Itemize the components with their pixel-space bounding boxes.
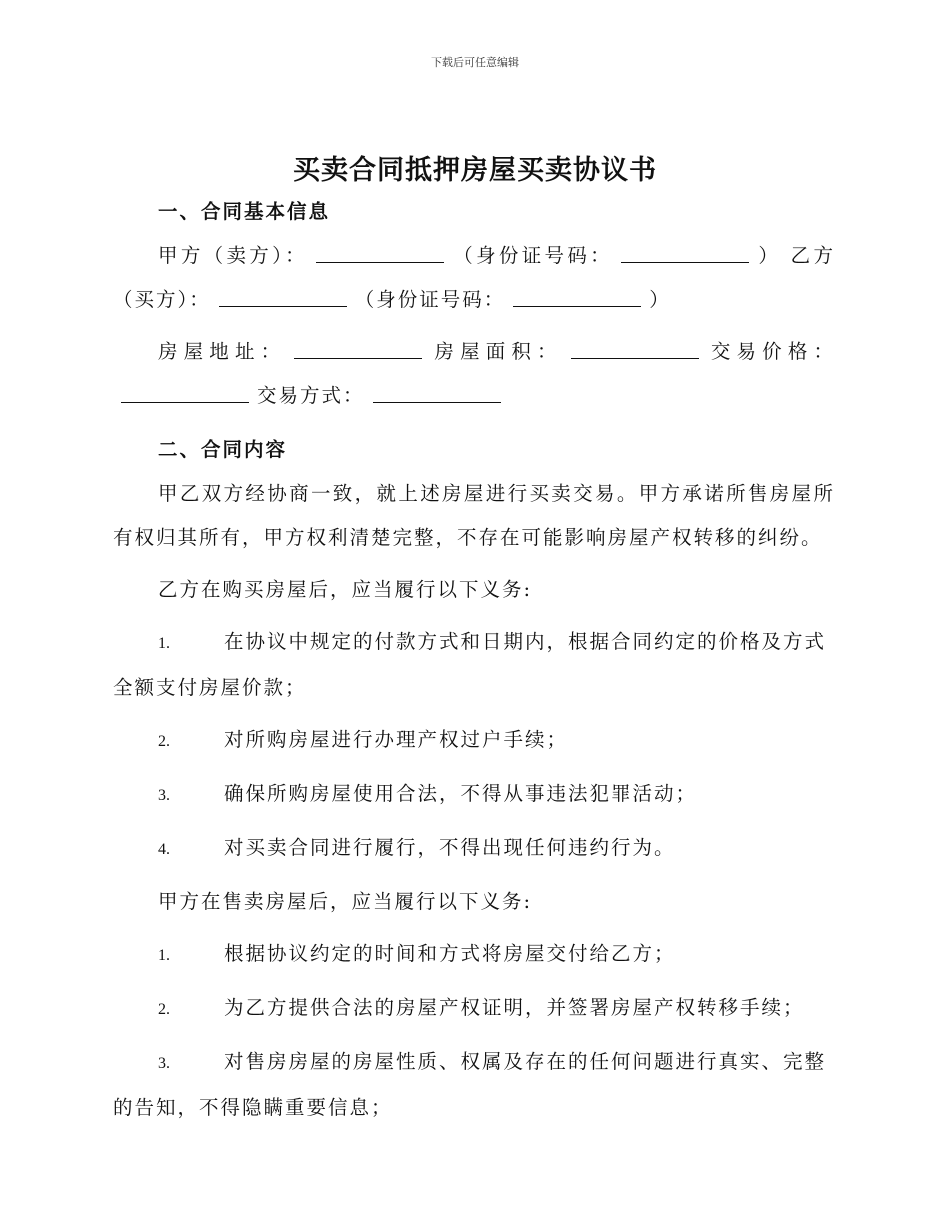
list-number: 3. <box>158 1055 170 1072</box>
id-b-blank[interactable] <box>513 305 641 307</box>
list-item <box>113 826 835 872</box>
address-blank[interactable] <box>294 357 422 359</box>
list-item <box>113 932 835 978</box>
buyer-duties-intro: 乙方在购买房屋后，应当履行以下义务: <box>158 578 533 601</box>
list-item <box>113 718 835 764</box>
list-item <box>113 772 835 818</box>
list-text: 为乙方提供合法的房屋产权证明，并签署房屋产权转移手续； <box>224 996 805 1019</box>
list-item <box>113 620 835 710</box>
close-paren-a: ） <box>757 244 782 267</box>
price-blank[interactable] <box>121 401 249 403</box>
document-body <box>113 194 835 1138</box>
party-a-label: 甲方（卖方）： <box>158 244 308 267</box>
party-b-label: 乙方（买方）： <box>113 244 835 311</box>
parties-paragraph <box>113 234 835 322</box>
list-text: 对所购房屋进行办理产权过户手续； <box>224 728 569 751</box>
method-label: 交易方式： <box>257 384 365 407</box>
method-blank[interactable] <box>373 401 501 403</box>
property-paragraph <box>113 330 835 418</box>
list-text: 对售房房屋的房屋性质、权属及存在的任何问题进行真实、完整的告知，不得隐瞒重要信息； <box>113 1050 827 1119</box>
list-number: 1. <box>158 635 170 652</box>
list-number: 4. <box>158 841 170 858</box>
list-text: 根据协议约定的时间和方式将房屋交付给乙方； <box>224 942 676 965</box>
area-label: 房屋面积： <box>430 340 563 363</box>
list-number: 3. <box>158 787 170 804</box>
id-label-a: （身份证号码： <box>451 244 613 267</box>
list-text: 确保所购房屋使用合法，不得从事违法犯罪活动； <box>224 782 698 805</box>
list-text: 对买卖合同进行履行，不得出现任何违约行为。 <box>224 836 676 859</box>
price-label: 交易价格： <box>706 340 835 363</box>
area-blank[interactable] <box>571 357 699 359</box>
list-number: 2. <box>158 733 170 750</box>
list-text: 在协议中规定的付款方式和日期内，根据合同约定的价格及方式全额支付房屋价款； <box>113 630 827 699</box>
id-a-blank[interactable] <box>621 261 749 263</box>
list-number: 2. <box>158 1001 170 1018</box>
seller-duties-intro: 甲方在售卖房屋后，应当履行以下义务: <box>158 890 533 913</box>
list-item <box>113 1040 835 1130</box>
intro-paragraph: 甲乙双方经协商一致，就上述房屋进行买卖交易。甲方承诺所售房屋所有权归其所有，甲方权利清楚完整，不存在可能影响房屋产权转移的纠纷。 <box>113 482 835 549</box>
header-note: 下载后可任意编辑 <box>431 56 519 69</box>
id-label-b: （身份证号码： <box>354 288 506 311</box>
section-heading-contract-content: 二、合同内容 <box>158 438 288 461</box>
list-number: 1. <box>158 947 170 964</box>
close-paren-b: ） <box>649 288 671 311</box>
page-title: 买卖合同抵押房屋买卖协议书 <box>293 155 657 186</box>
party-a-blank[interactable] <box>316 261 444 263</box>
list-item <box>113 986 835 1032</box>
address-label: 房屋地址： <box>158 340 287 363</box>
party-b-blank[interactable] <box>219 305 347 307</box>
section-heading-basic-info: 一、合同基本信息 <box>158 200 331 223</box>
